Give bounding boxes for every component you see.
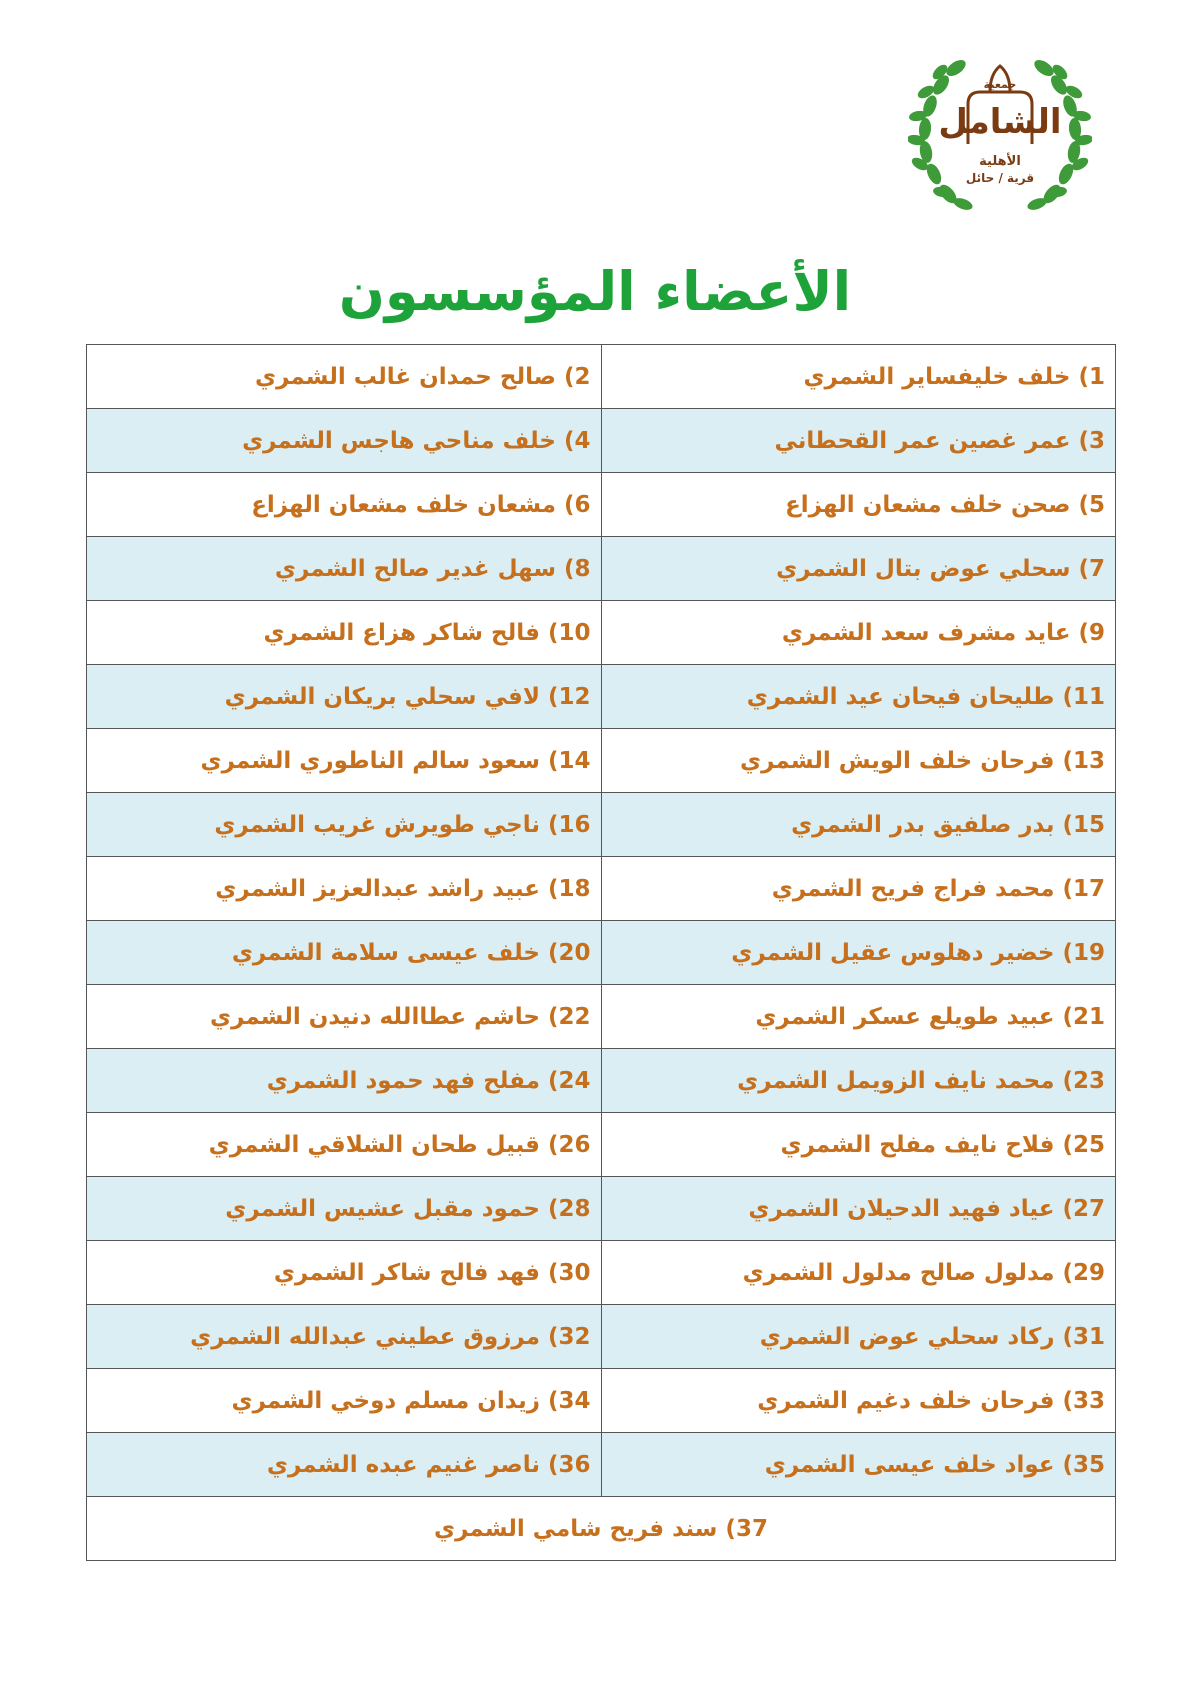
table-row bbox=[87, 857, 1116, 921]
member-name: عبيد طويلع عسكر الشمري bbox=[755, 1003, 1055, 1030]
member-cell bbox=[87, 1497, 1116, 1561]
member-cell bbox=[601, 665, 1116, 729]
member-name: مشعان خلف مشعان الهزاع bbox=[251, 491, 556, 518]
member-cell bbox=[87, 793, 602, 857]
member-name: صالح حمدان غالب الشمري bbox=[255, 363, 556, 390]
member-name: عايد مشرف سعد الشمري bbox=[781, 619, 1071, 646]
member-cell bbox=[87, 1305, 602, 1369]
member-number: 25) bbox=[1062, 1131, 1105, 1158]
table-row bbox=[87, 1113, 1116, 1177]
member-number: 33) bbox=[1062, 1387, 1105, 1414]
member-cell bbox=[601, 537, 1116, 601]
member-number: 26) bbox=[547, 1131, 591, 1158]
member-name: فرحان خلف دغيم الشمري bbox=[757, 1387, 1055, 1414]
member-name: ناجي طويرش غريب الشمري bbox=[214, 811, 540, 838]
member-cell bbox=[87, 537, 602, 601]
table-row bbox=[87, 409, 1116, 473]
member-name: مرزوق عطيني عبدالله الشمري bbox=[190, 1323, 540, 1350]
member-cell bbox=[601, 1113, 1116, 1177]
member-name: سعود سالم الناطوري الشمري bbox=[200, 747, 540, 774]
member-number: 19) bbox=[1062, 939, 1105, 966]
table-row bbox=[87, 473, 1116, 537]
member-number: 23) bbox=[1062, 1067, 1105, 1094]
member-cell bbox=[87, 665, 602, 729]
member-cell bbox=[87, 409, 602, 473]
table-row bbox=[87, 1305, 1116, 1369]
member-cell bbox=[87, 1241, 602, 1305]
member-number: 16) bbox=[547, 811, 591, 838]
member-name: فرحان خلف الويش الشمري bbox=[740, 747, 1055, 774]
member-name: خلف عيسى سلامة الشمري bbox=[231, 939, 540, 966]
logo-location: قرية / حائل bbox=[965, 171, 1035, 185]
member-number: 21) bbox=[1062, 1003, 1105, 1030]
member-number: 20) bbox=[547, 939, 591, 966]
member-name: فهد فالح شاكر الشمري bbox=[273, 1259, 540, 1286]
member-name: بدر صلفيق بدر الشمري bbox=[791, 811, 1055, 838]
member-number: 7) bbox=[1078, 555, 1105, 582]
member-number: 6) bbox=[563, 491, 591, 518]
table-row bbox=[87, 921, 1116, 985]
member-number: 12) bbox=[547, 683, 591, 710]
member-cell bbox=[601, 793, 1116, 857]
member-cell bbox=[87, 601, 602, 665]
member-name: قبيل طحان الشلاقي الشمري bbox=[208, 1131, 540, 1158]
member-cell bbox=[87, 857, 602, 921]
member-cell bbox=[87, 1049, 602, 1113]
member-name: مدلول صالح مدلول الشمري bbox=[742, 1259, 1055, 1286]
member-name: ركاد سحلي عوض الشمري bbox=[759, 1323, 1055, 1350]
member-name: مفلح فهد حمود الشمري bbox=[266, 1067, 540, 1094]
member-cell bbox=[87, 985, 602, 1049]
member-name: سحلي عوض بتال الشمري bbox=[776, 555, 1071, 582]
member-cell bbox=[601, 921, 1116, 985]
member-number: 32) bbox=[547, 1323, 591, 1350]
member-number: 3) bbox=[1078, 427, 1105, 454]
member-number: 30) bbox=[547, 1259, 591, 1286]
logo-name: الشامل bbox=[938, 102, 1062, 142]
member-number: 15) bbox=[1062, 811, 1105, 838]
member-number: 28) bbox=[547, 1195, 591, 1222]
table-row bbox=[87, 793, 1116, 857]
member-number: 35) bbox=[1062, 1451, 1105, 1478]
member-cell bbox=[601, 857, 1116, 921]
member-number: 8) bbox=[563, 555, 591, 582]
member-cell bbox=[601, 409, 1116, 473]
member-name: فلاح نايف مفلح الشمري bbox=[780, 1131, 1055, 1158]
member-number: 9) bbox=[1078, 619, 1105, 646]
logo-top-text: جمعية bbox=[983, 78, 1017, 91]
member-number: 14) bbox=[547, 747, 591, 774]
member-cell bbox=[601, 1369, 1116, 1433]
table-row bbox=[87, 345, 1116, 409]
member-name: عمر غصين عمر القحطاني bbox=[774, 427, 1071, 454]
member-cell bbox=[87, 345, 602, 409]
member-name: سند فريح شامي الشمري bbox=[434, 1515, 718, 1542]
member-number: 5) bbox=[1078, 491, 1105, 518]
member-number: 18) bbox=[547, 875, 591, 902]
member-name: صحن خلف مشعان الهزاع bbox=[785, 491, 1071, 518]
member-cell bbox=[87, 921, 602, 985]
member-cell bbox=[601, 1241, 1116, 1305]
member-cell bbox=[601, 1177, 1116, 1241]
member-name: محمد فراج فريح الشمري bbox=[771, 875, 1055, 902]
member-cell bbox=[601, 1049, 1116, 1113]
table-row bbox=[87, 1049, 1116, 1113]
member-cell bbox=[87, 1177, 602, 1241]
member-number: 11) bbox=[1062, 683, 1105, 710]
member-cell bbox=[601, 345, 1116, 409]
table-row bbox=[87, 985, 1116, 1049]
member-cell bbox=[601, 1305, 1116, 1369]
member-number: 36) bbox=[547, 1451, 591, 1478]
member-number: 10) bbox=[547, 619, 591, 646]
table-row bbox=[87, 1177, 1116, 1241]
table-row bbox=[87, 1433, 1116, 1497]
member-name: طليحان فيحان عيد الشمري bbox=[746, 683, 1055, 710]
member-name: خضير دهلوس عقيل الشمري bbox=[731, 939, 1055, 966]
member-number: 4) bbox=[563, 427, 591, 454]
member-name: عواد خلف عيسى الشمري bbox=[764, 1451, 1055, 1478]
page-title: الأعضاء المؤسسون bbox=[338, 260, 852, 323]
member-cell bbox=[87, 1369, 602, 1433]
organization-logo bbox=[908, 44, 1092, 228]
member-cell bbox=[601, 1433, 1116, 1497]
founding-members-table bbox=[86, 344, 1116, 1561]
member-number: 31) bbox=[1062, 1323, 1105, 1350]
table-row bbox=[87, 665, 1116, 729]
member-number: 27) bbox=[1062, 1195, 1105, 1222]
member-number: 13) bbox=[1062, 747, 1105, 774]
member-name: حاشم عطاالله دنيدن الشمري bbox=[209, 1003, 540, 1030]
member-name: محمد نايف الزويمل الشمري bbox=[737, 1067, 1055, 1094]
member-name: خلف خليفساير الشمري bbox=[803, 363, 1071, 390]
logo-sub-text: الأهلية bbox=[979, 154, 1021, 169]
member-number: 37) bbox=[725, 1515, 768, 1542]
table-row bbox=[87, 1241, 1116, 1305]
table-row bbox=[87, 537, 1116, 601]
table-row bbox=[87, 1497, 1116, 1561]
member-cell bbox=[87, 473, 602, 537]
table-row bbox=[87, 1369, 1116, 1433]
member-number: 2) bbox=[563, 363, 591, 390]
table-row bbox=[87, 729, 1116, 793]
member-cell bbox=[601, 985, 1116, 1049]
member-cell bbox=[601, 601, 1116, 665]
member-number: 24) bbox=[547, 1067, 591, 1094]
member-number: 34) bbox=[547, 1387, 591, 1414]
member-name: ناصر غنيم عبده الشمري bbox=[266, 1451, 540, 1478]
member-number: 17) bbox=[1062, 875, 1105, 902]
member-cell bbox=[601, 729, 1116, 793]
member-number: 29) bbox=[1062, 1259, 1105, 1286]
member-name: عياد فهيد الدحيلان الشمري bbox=[748, 1195, 1055, 1222]
member-name: حمود مقبل عشيس الشمري bbox=[225, 1195, 540, 1222]
member-cell bbox=[87, 1113, 602, 1177]
member-name: سهل غدير صالح الشمري bbox=[274, 555, 556, 582]
member-cell bbox=[87, 1433, 602, 1497]
table-row bbox=[87, 601, 1116, 665]
member-number: 22) bbox=[547, 1003, 591, 1030]
member-cell bbox=[601, 473, 1116, 537]
member-number: 1) bbox=[1078, 363, 1105, 390]
member-name: لافي سحلي بريكان الشمري bbox=[224, 683, 540, 710]
member-name: زيدان مسلم دوخي الشمري bbox=[231, 1387, 540, 1414]
member-name: خلف مناحي هاجس الشمري bbox=[242, 427, 556, 454]
member-name: عبيد راشد عبدالعزيز الشمري bbox=[215, 875, 540, 902]
member-cell bbox=[87, 729, 602, 793]
member-name: فالح شاكر هزاع الشمري bbox=[263, 619, 540, 646]
